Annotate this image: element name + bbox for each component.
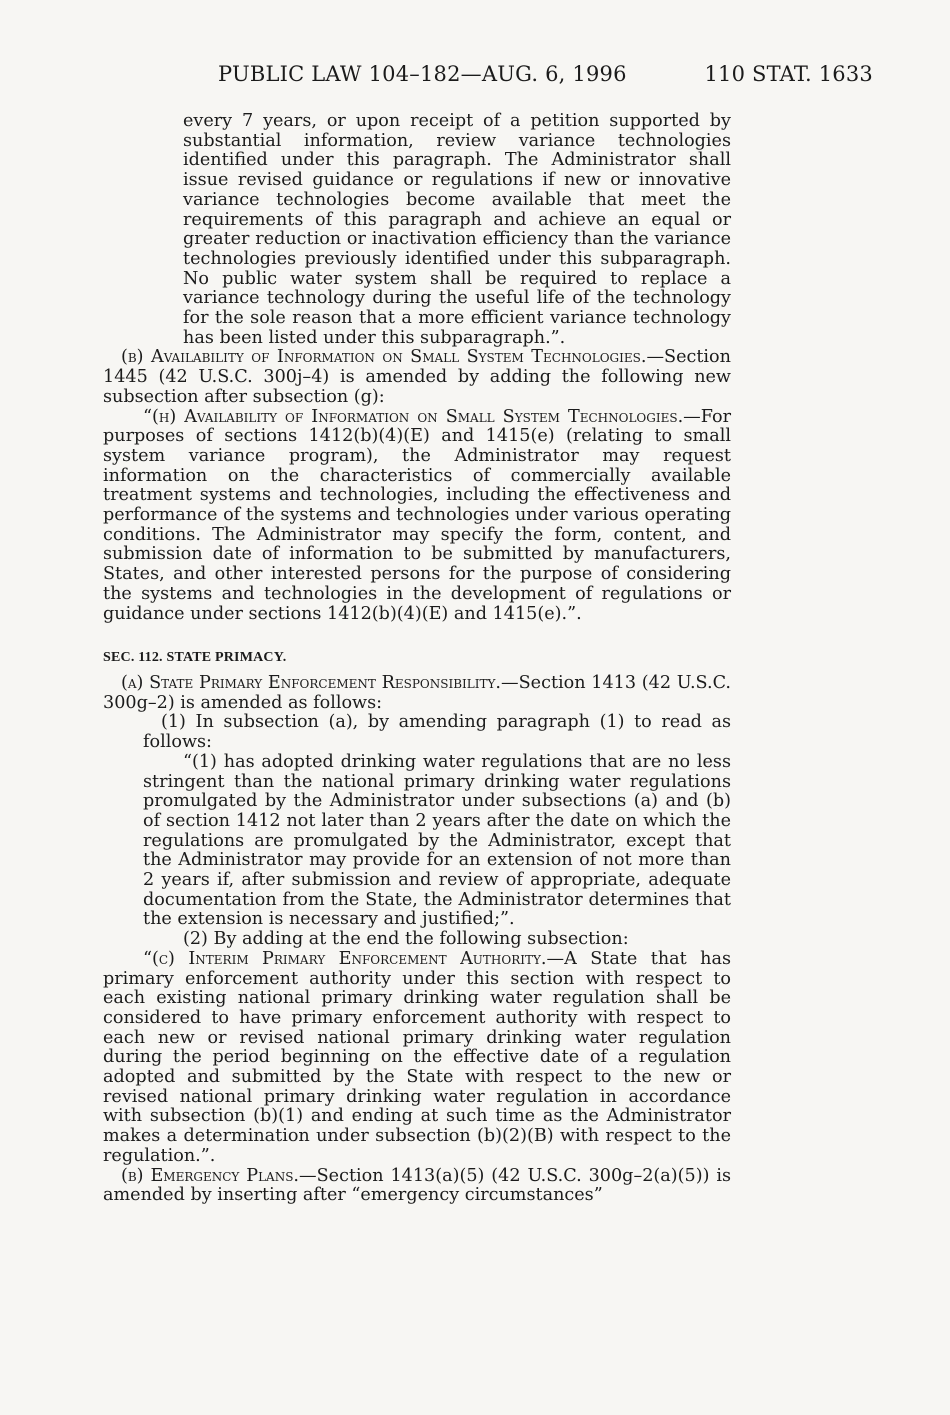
subsection-a [103,674,731,713]
paragraph-a2: (2) By adding at the end the following subsection: [183,929,629,950]
subsection-h [103,408,731,625]
subsection-c [103,950,731,1167]
subsection-a-text: —Section 1413 (42 U.S.C. 300g–2) is amended as follows: [103,672,731,713]
emergency-plans-text: —Section 1413(a)(5) (42 U.S.C. 300g–2(a)(5)) is amended by inserting after “emergency circumstances” [103,1165,731,1206]
header-citation: PUBLIC LAW 104–182—AUG. 6, 1996 [218,62,627,86]
section-title: SEC. 112. STATE PRIMACY. [103,650,287,666]
running-header [218,62,873,90]
paragraph-a1-quote: “(1) has adopted drinking water regulations that are no less stringent than the national primary drinking water regulations promulgated by the Administrator under subsections (a) and (b) of section 1412 not later than 2 years after the date on which the regulations are promulgated by the Administrator, except that the Administrator may provide for an extension of not more than 2 years if, after submission and review of appropriate, adequate documentation from the State, the Administrator determines that the extension is necessary and justified;”. [143,751,731,930]
continued-paragraph: every 7 years, or upon receipt of a petition supported by substantial information, review variance technologies identified under this paragraph. The Administrator shall issue revised guidance or regulations if new or innovative variance technologies become available that meet the requirements of this paragraph and achieve an equal or greater reduction or inactivation efficiency than the variance technologies previously identified under this subparagraph. No public water system shall be required to replace a variance technology during the useful life of the technology for the sole reason that a more efficient variance technology has been listed under this subparagraph.”. [183,111,731,348]
subsection-h-text: —For purposes of sections 1412(b)(4)(E) and 1415(e) (relating to small system variance program), the Administrator may request information on the characteristics of commercially available treatment systems and technologies, including the effectiveness and performance of the systems and technologies under various operating conditions. The Administrator may specify the form, content, and submission date of information to be submitted by manufacturers, States, and other interested persons for the purpose of considering the systems and technologies in the development of regulations or guidance under sections 1412(b)(4)(E) and 1415(e).”. [103,406,731,624]
subsection-h-heading: “(h) Availability of Information on Small System Technologies. [143,406,684,427]
subsection-c-text: —A State that has primary enforcement authority under this section with respect to each existing national primary drinking water regulation shall be considered to have primary enforcement authority with respect to each new or revised national primary drinking water regulation during the period beginning on the effective date of a regulation adopted and submitted by the State with respect to the new or revised national primary drinking water regulation in accordance with subsection (b)(1) and ending at such time as the Administrator makes a determination under subsection (b)(2)(B) with respect to the regulation.”. [103,948,731,1166]
subsection-b-heading: (b) Availability of Information on Small System Technologies. [121,347,647,368]
emergency-plans-heading: (b) Emergency Plans. [121,1165,300,1186]
subsection-c-heading: “(c) Interim Primary Enforcement Authority. [143,948,547,969]
paragraph-a1: (1) In subsection (a), by amending paragraph (1) to read as follows: [143,712,731,753]
subsection-b [103,348,731,407]
subsection-b-text: —Section 1445 (42 U.S.C. 300j–4) is amended by adding the following new subsection after subsection (g): [103,347,731,407]
subsection-a-heading: (a) State Primary Enforcement Responsibility. [121,672,502,693]
document-body [103,112,731,1206]
page-number: 110 STAT. 1633 [704,62,873,86]
subsection-b-emergency [103,1167,731,1206]
